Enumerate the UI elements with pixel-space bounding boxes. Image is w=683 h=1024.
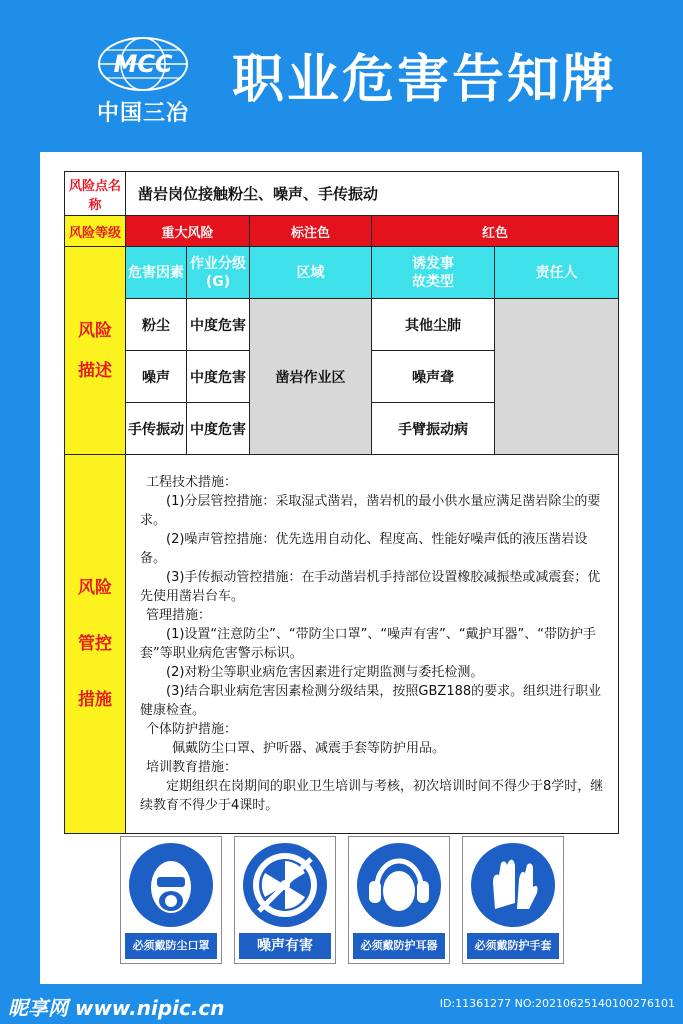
row3-type: 手臂振动病	[372, 403, 495, 455]
control-measures-text	[126, 455, 619, 834]
safety-signs	[64, 830, 618, 974]
control-label-line1: 风险	[78, 578, 112, 598]
measure-item: (3)结合职业病危害因素检测分级结果，按照GBZ188的要求。组织进行职业健康检查。	[140, 684, 602, 718]
owner-value	[495, 299, 619, 455]
sign-caption: 必须戴防护手套	[467, 933, 559, 959]
logo-text: 中国三冶	[96, 101, 189, 126]
ear-protector-icon	[357, 843, 441, 927]
image-id-text: ID:11361277 NO:20210625140100276101	[439, 997, 675, 1010]
respirator-icon	[129, 843, 213, 927]
measure-item: 定期组织在岗期间的职业卫生培训与考核，初次培训时间不得少于8学时，继续教育不得少于4课时。	[140, 779, 604, 813]
measure-heading: 个体防护措施：	[146, 722, 238, 737]
header-type	[372, 247, 495, 299]
header-owner: 责任人	[495, 247, 619, 299]
page-title: 职业危害告知牌	[232, 50, 618, 110]
table-row	[65, 299, 619, 351]
control-row	[65, 455, 619, 834]
row1-grade: 中度危害	[187, 299, 250, 351]
risk-level-row	[65, 216, 619, 247]
row3-grade: 中度危害	[187, 403, 250, 455]
measure-heading: 培训教育措施：	[146, 760, 238, 775]
description-label-line1: 风险	[78, 320, 112, 341]
control-label-line3: 措施	[78, 690, 112, 710]
risk-table	[64, 171, 619, 834]
row1-type: 其他尘肺	[372, 299, 495, 351]
mcc-logo	[78, 34, 208, 127]
measure-item: (3)手传振动管控措施：在手动凿岩机手持部位设置橡胶减振垫或减震套；优先使用凿岩台车。	[140, 570, 601, 604]
row2-factor: 噪声	[126, 351, 187, 403]
sign-caption: 噪声有害	[239, 933, 331, 959]
risk-level-value: 重大风险	[126, 216, 250, 247]
risk-level-label: 风险等级	[65, 216, 126, 247]
measure-item: (2)对粉尘等职业病危害因素进行定期监测与委托检测。	[166, 665, 484, 680]
gloves-icon	[471, 843, 555, 927]
sign-gloves	[462, 836, 564, 964]
control-label	[65, 455, 126, 834]
header-area: 区域	[250, 247, 372, 299]
globe-logo-icon	[95, 34, 191, 92]
row2-grade: 中度危害	[187, 351, 250, 403]
sign-noise	[234, 836, 336, 964]
sign-ear-protector	[348, 836, 450, 964]
risk-point-label: 风险点名称	[65, 172, 126, 216]
header-factor: 危害因素	[126, 247, 187, 299]
risk-point-value: 凿岩岗位接触粉尘、噪声、手传振动	[126, 172, 619, 216]
color-label: 标注色	[250, 216, 372, 247]
watermark-text: 昵享网 www.nipic.cn	[8, 996, 225, 1020]
fan-noise-icon	[243, 843, 327, 927]
control-label-line2: 管控	[78, 634, 112, 654]
description-label-line2: 描述	[78, 360, 112, 381]
area-value: 凿岩作业区	[250, 299, 372, 455]
logo-mark: MCC	[113, 50, 173, 78]
measure-heading: 工程技术措施：	[146, 475, 238, 490]
description-header-row	[65, 247, 619, 299]
measure-item: (1)设置“注意防尘”、“带防尘口罩”、“噪声有害”、“戴护耳器”、“带防护手套”等职业病危害警示标识。	[140, 627, 597, 661]
header-grade-line1: 作业分级	[190, 255, 246, 272]
header-type-line1: 诱发事	[412, 255, 454, 272]
sign-respirator	[120, 836, 222, 964]
risk-point-row	[65, 172, 619, 216]
measure-item: (1)分层管控措施：采取湿式凿岩，凿岩机的最小供水量应满足凿岩除尘的要求。	[140, 494, 601, 528]
row2-type: 噪声聋	[372, 351, 495, 403]
header-type-line2: 故类型	[412, 273, 454, 290]
measure-item: (2)噪声管控措施：优先选用自动化、程度高、性能好噪声低的液压凿岩设备。	[140, 532, 588, 566]
description-label	[65, 247, 126, 455]
measure-item: 佩戴防尘口罩、护听器、减震手套等防护用品。	[172, 741, 446, 756]
color-value: 红色	[372, 216, 619, 247]
header-grade	[187, 247, 250, 299]
measure-heading: 管理措施：	[146, 608, 212, 623]
row3-factor: 手传振动	[126, 403, 187, 455]
sign-caption: 必须戴防护耳器	[353, 933, 445, 959]
header-grade-line2: (G)	[205, 273, 231, 290]
sign-caption: 必须戴防尘口罩	[125, 933, 217, 959]
row1-factor: 粉尘	[126, 299, 187, 351]
